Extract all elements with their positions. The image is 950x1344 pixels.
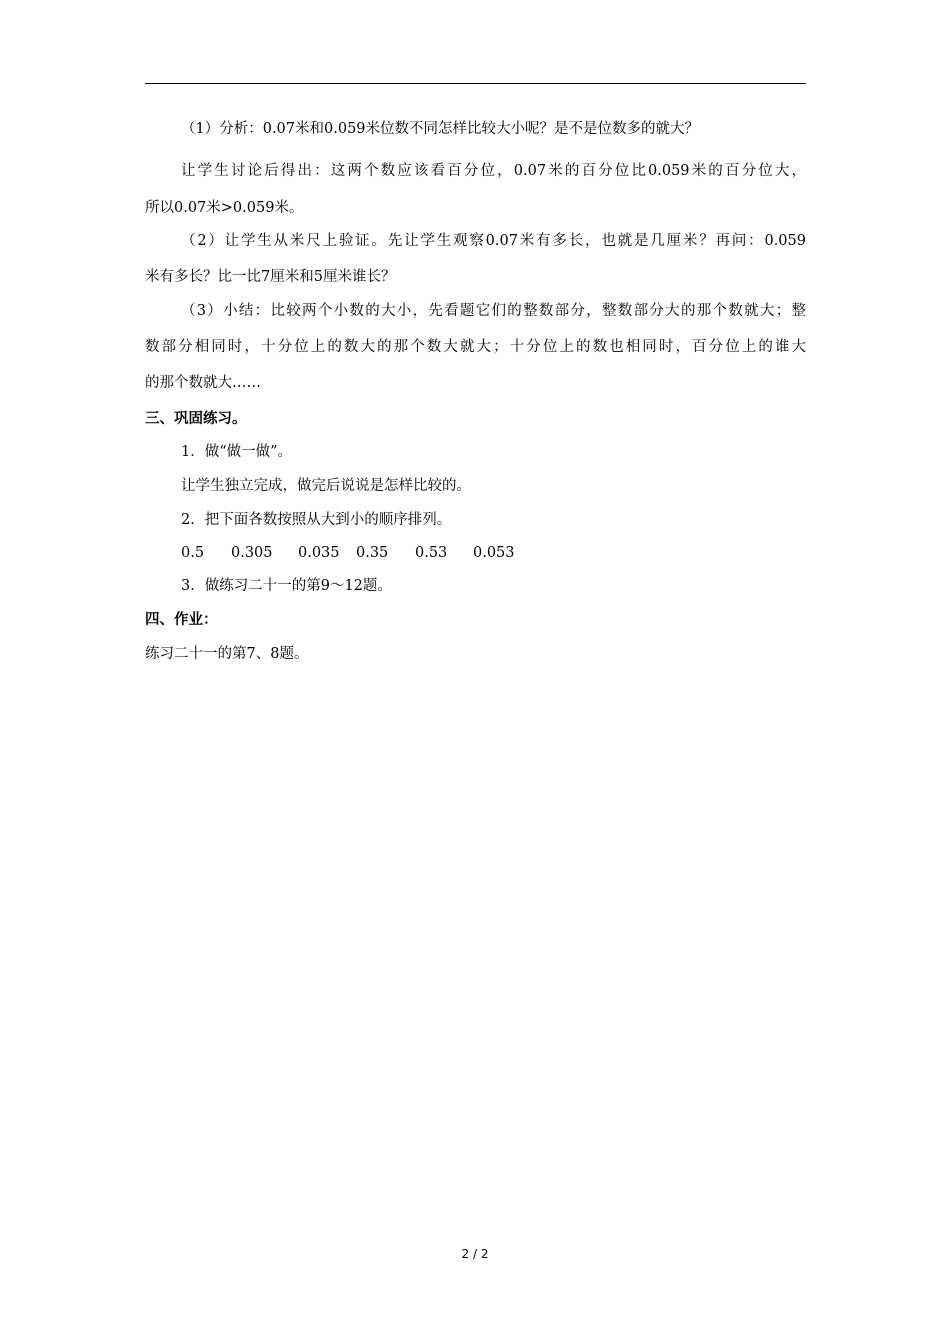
number-item: 0.35 [356,545,389,561]
paragraph-discussion-line1: 让学生讨论后得出：这两个数应该看百分位，0.07米的百分位比0.059米的百分位大， [181,163,806,179]
paragraph-summary-line2: 数部分相同时，十分位上的数大的那个数大就大；十分位上的数也相同时，百分位上的谁大 [145,339,806,355]
number-item: 0.5 [181,545,205,561]
header-rule [145,83,806,84]
paragraph-analysis: （1）分析：0.07米和0.059米位数不同怎样比较大小呢？是不是位数多的就大？ [181,121,700,137]
page-number: 2 / 2 [461,1247,489,1261]
paragraph-discussion-line2: 所以0.07米>0.059米。 [145,200,304,216]
number-item: 0.035 [298,545,340,561]
section-heading-homework: 四、作业： [145,612,218,628]
paragraph-verify-line1: （2）让学生从米尺上验证。先让学生观察0.07米有多长，也就是几厘米？再问：0.059 [181,233,806,249]
number-item: 0.053 [473,545,515,561]
practice-item-1: 1．做“做一做”。 [181,444,293,460]
practice-item-2: 2．把下面各数按照从大到小的顺序排列。 [181,512,452,528]
practice-item-3: 3．做练习二十一的第9～12题。 [181,578,392,594]
paragraph-summary-line1: （3）小结：比较两个小数的大小，先看题它们的整数部分，整数部分大的那个数就大；整 [181,303,806,319]
paragraph-summary-line3: 的那个数就大…… [145,375,261,391]
number-item: 0.305 [231,545,273,561]
number-list [181,543,515,563]
section-heading-practice: 三、巩固练习。 [145,411,247,427]
practice-item-1-note: 让学生独立完成，做完后说说是怎样比较的。 [181,478,471,494]
homework-text: 练习二十一的第7、8题。 [145,646,309,662]
number-item: 0.53 [415,545,448,561]
paragraph-verify-line2: 米有多长？比一比7厘米和5厘米谁长？ [145,269,396,285]
